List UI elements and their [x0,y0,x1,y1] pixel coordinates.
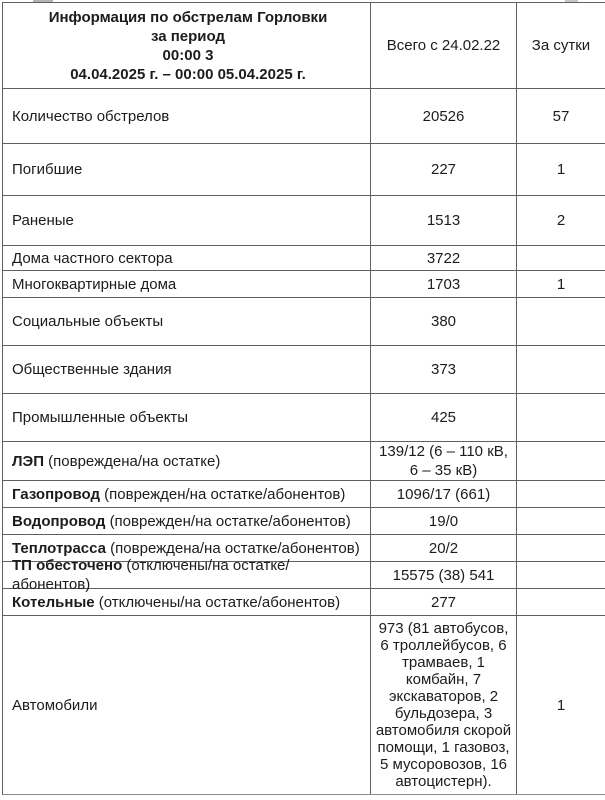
row-label-cell [3,246,371,270]
row-shelling-count [3,89,605,144]
row-daily-cell [517,442,605,480]
row-label: Автомобили [12,696,98,714]
row-label: Водопровод [12,512,106,530]
row-label-cell [3,481,371,507]
row-label-cell [3,346,371,393]
row-total-cell: 973 (81 автобусов, 6 троллейбусов, 6 трамваев, 1 комбайн, 7 экскаваторов, 2 бульдозера, 3 автомобиля скорой помощи, 1 газовоз, 5 мусоровозов, 16 автоцистерн). [371,616,517,794]
row-public-buildings [3,346,605,394]
row-social-objects [3,298,605,346]
row-total-cell: 373 [371,346,517,393]
row-daily-cell: 57 [552,107,570,125]
row-total-cell: 227 [371,144,517,195]
row-label-cell [3,508,371,534]
daily-column-header: За сутки [531,37,591,54]
row-label: Многоквартирные дома [12,275,177,293]
row-daily-cell [517,394,605,441]
row-label: Теплотрасса [12,539,106,557]
total-column-header: Всего с 24.02.22 [371,3,517,88]
report-title-line: Информация по обстрелам Горловки [48,8,328,26]
row-total-cell: 3722 [371,246,517,270]
row-daily-cell: 2 [556,212,566,229]
row-label-note: (отключены/на остатке/абонентов) [98,593,341,611]
row-daily-cell: 1 [556,696,566,714]
report-title-line: 04.04.2025 г. – 00:00 05.04.2025 г. [70,65,306,83]
report-title-cell [3,3,371,88]
row-label: Раненые [12,212,74,229]
row-label: Дома частного сектора [12,249,173,267]
row-apartment-buildings [3,271,605,298]
row-wounded [3,196,605,246]
row-total-cell: 1096/17 (661) [371,481,517,507]
row-total-cell: 1703 [371,271,517,297]
row-total-cell: 1513 [371,196,517,245]
row-daily-cell [517,346,605,393]
row-label: Котельные [12,593,95,611]
row-total-cell: 19/0 [371,508,517,534]
row-label-cell [3,89,371,143]
row-label-note: (повреждена/на остатке) [48,452,221,470]
row-label: Общественные здания [12,361,172,378]
row-label-cell [3,298,371,345]
row-daily-cell [517,481,605,507]
row-label: Социальные объекты [12,313,164,330]
row-total-cell: 20/2 [371,535,517,561]
row-label: ЛЭП [12,452,44,470]
row-total-cell: 15575 (38) 541 [371,562,517,588]
row-industrial-objects [3,394,605,442]
table-header-row [3,3,605,89]
row-killed [3,144,605,196]
row-daily-cell [517,298,605,345]
row-label: Количество обстрелов [12,107,170,125]
row-daily-cell [517,246,605,270]
row-total-cell: 425 [371,394,517,441]
row-label: Погибшие [12,161,83,178]
row-label-cell [3,196,371,245]
row-water-pipeline [3,508,605,535]
row-label-note: (поврежден/на остатке/абонентов) [109,512,351,530]
row-label-note: (отключены/на остатке/абонентов) [12,557,290,593]
row-daily-cell: 1 [556,161,566,178]
row-label: Промышленные объекты [12,409,189,426]
row-label: ТП обесточено [12,557,123,574]
row-total-cell: 380 [371,298,517,345]
row-label-cell [3,394,371,441]
row-vehicles [3,616,605,794]
row-transformer-substations [3,557,605,593]
row-private-houses [3,246,605,271]
row-total-cell: 139/12 (6 – 110 кВ, 6 – 35 кВ) [371,442,517,480]
row-boiler-houses [3,589,605,616]
row-daily-cell: 1 [556,275,566,293]
row-label-cell [3,616,371,794]
row-label-note: (поврежден/на остатке/абонентов) [104,485,346,503]
row-gas-pipeline [3,481,605,508]
row-label-note: (повреждена/на остатке/абонентов) [110,539,360,557]
row-daily-cell [517,535,605,561]
row-label-cell [3,271,371,297]
row-total-cell: 20526 [371,89,517,143]
row-label: Газопровод [12,485,100,503]
row-daily-cell [517,508,605,534]
row-label-cell [3,589,371,615]
shelling-report-table [2,2,605,795]
row-daily-cell [517,589,605,615]
row-label-cell [3,557,371,593]
row-total-cell: 277 [371,589,517,615]
report-title-line: 00:00 3 [162,46,214,64]
row-label-cell [3,144,371,195]
report-title-line: за период [150,27,226,45]
row-daily-cell [517,562,605,588]
row-power-lines [3,442,605,481]
row-label-cell [3,442,371,480]
